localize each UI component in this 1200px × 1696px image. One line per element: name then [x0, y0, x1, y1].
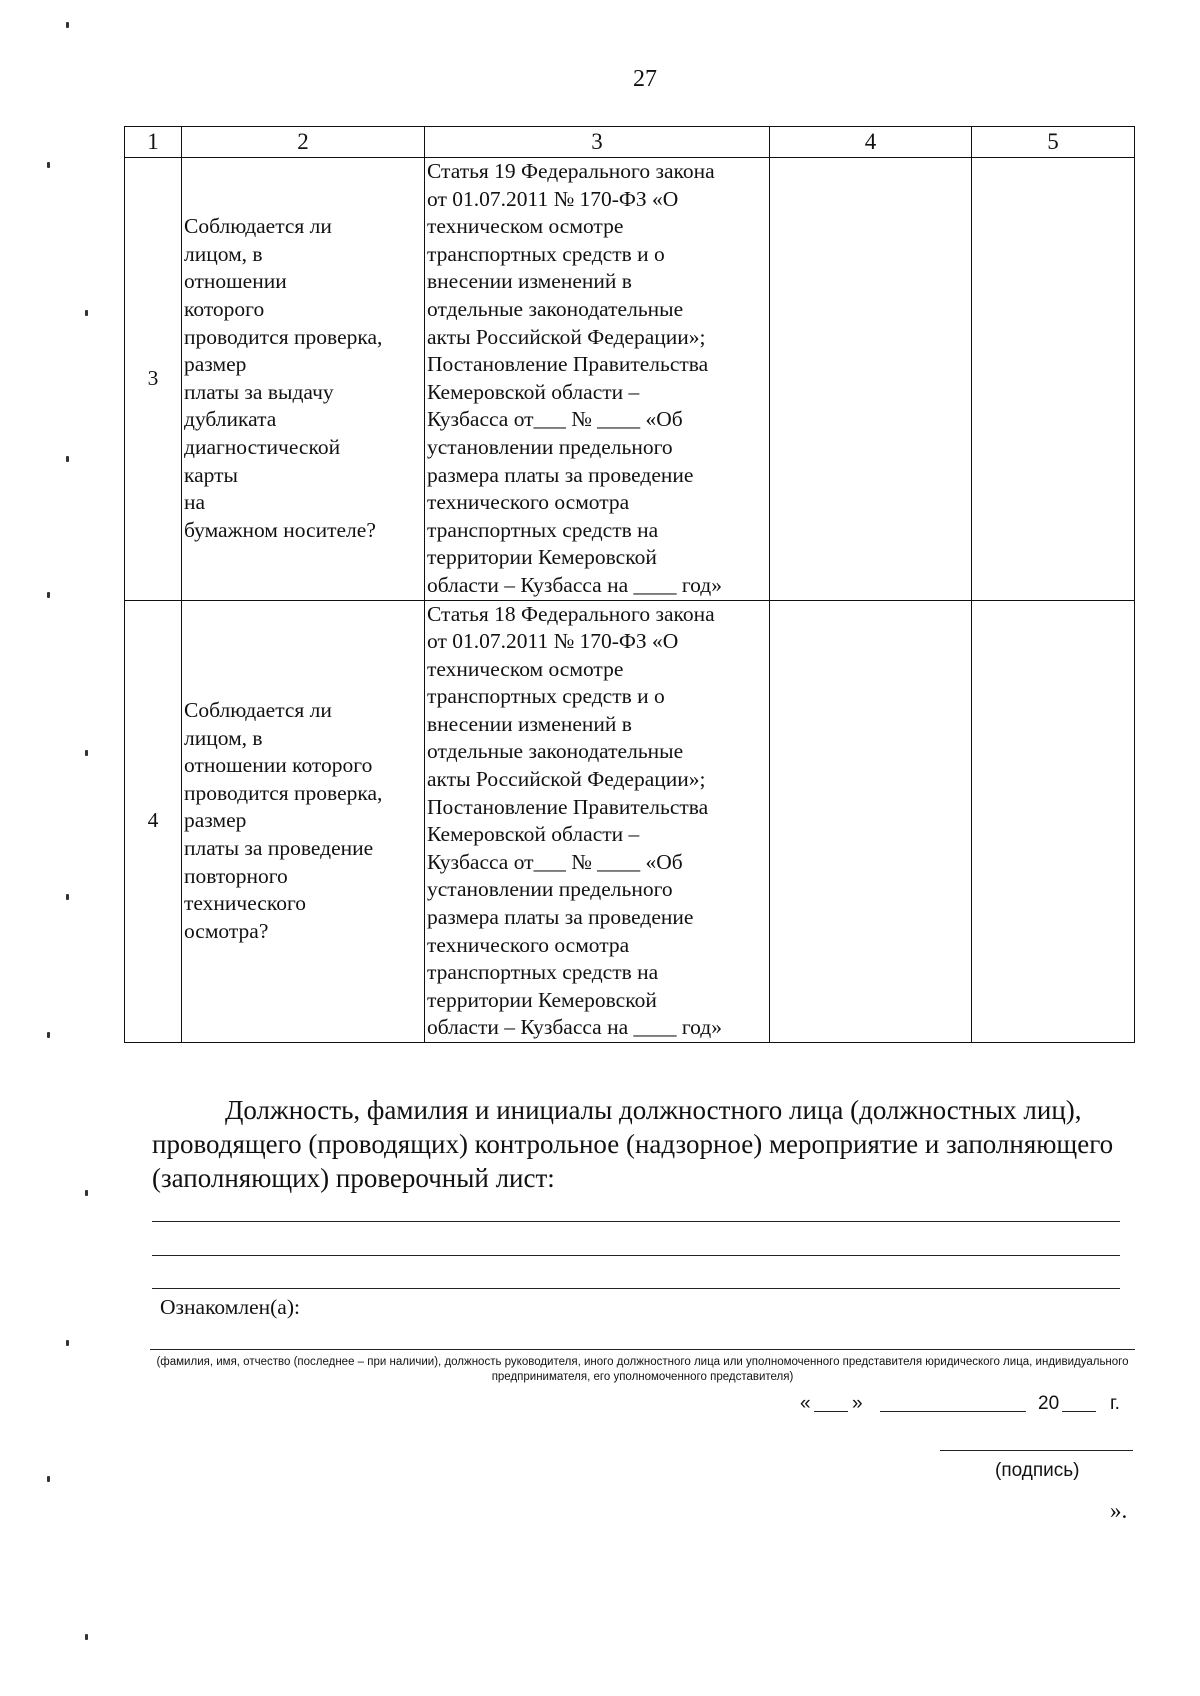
header-col-4: 4 — [770, 127, 972, 158]
header-col-5: 5 — [972, 127, 1135, 158]
closing-mark: ». — [1110, 1498, 1128, 1523]
year-suffix: г. — [1110, 1393, 1120, 1414]
acknowledged-label: Ознакомлен(а): — [160, 1295, 300, 1319]
official-line-2[interactable] — [152, 1255, 1120, 1256]
month-blank[interactable] — [880, 1393, 1026, 1412]
answer-cell[interactable] — [770, 600, 972, 1043]
answer-cell[interactable] — [770, 158, 972, 601]
question-cell: Соблюдается ли лицом, в отношении которого проводится проверка, размер платы за выдачу дубликата диагностической карты на бумажном носителе? — [182, 158, 425, 601]
year-blank[interactable] — [1062, 1393, 1096, 1412]
row-number: 4 — [125, 600, 182, 1043]
scan-speck — [66, 894, 69, 900]
signature-line[interactable] — [940, 1450, 1133, 1451]
scan-speck — [47, 1032, 50, 1038]
table-row — [125, 600, 1135, 1043]
day-blank[interactable] — [814, 1393, 848, 1412]
header-col-1: 1 — [125, 127, 182, 158]
notes-cell[interactable] — [972, 600, 1135, 1043]
header-col-2: 2 — [182, 127, 425, 158]
checklist-table — [124, 126, 1135, 1043]
table-row — [125, 158, 1135, 601]
date-close-quote: » — [852, 1393, 863, 1414]
signature-label: (подпись) — [995, 1460, 1080, 1481]
scan-speck — [66, 1340, 69, 1346]
scan-speck — [85, 1634, 88, 1640]
scan-speck — [47, 162, 50, 168]
scan-speck — [66, 456, 69, 462]
fio-note: (фамилия, имя, отчество (последнее – при наличии), должность руководителя, иного должностного лица или уполномоченного представителя юридического лица, индивидуального предпринимателя, его уполномоченного представителя) — [156, 1356, 1129, 1383]
scan-speck — [47, 1476, 50, 1482]
page-number: 27 — [633, 66, 657, 92]
acknowledged-line[interactable] — [150, 1349, 1135, 1350]
scan-speck — [47, 592, 50, 598]
scan-speck — [85, 750, 88, 756]
officials-paragraph: Должность, фамилия и инициалы должностного лица (должностных лиц), проводящего (проводящих) контрольное (надзорное) мероприятие и заполняющего (заполняющих) проверочный лист: — [152, 1095, 1114, 1193]
official-line-1[interactable] — [152, 1221, 1120, 1222]
scan-speck — [66, 22, 69, 28]
legal-basis-cell: Статья 18 Федерального закона от 01.07.2011 № 170-ФЗ «О техническом осмотре транспортных средств и о внесении изменений в отдельные законодательные акты Российской Федерации»; Постановление Правительства Кемеровской области – Кузбасса от___ № ____ «Об установлении предельного размера платы за проведение технического осмотра транспортных средств на территории Кемеровской области – Кузбасса на ____ год» — [425, 600, 770, 1043]
date-open-quote: « — [800, 1393, 811, 1414]
scan-speck — [85, 310, 88, 316]
question-cell: Соблюдается ли лицом, в отношении которого проводится проверка, размер платы за проведение повторного технического осмотра? — [182, 600, 425, 1043]
official-line-3[interactable] — [152, 1288, 1120, 1289]
row-number: 3 — [125, 158, 182, 601]
notes-cell[interactable] — [972, 158, 1135, 601]
header-row — [125, 127, 1135, 158]
scan-speck — [85, 1190, 88, 1196]
header-col-3: 3 — [425, 127, 770, 158]
legal-basis-cell: Статья 19 Федерального закона от 01.07.2011 № 170-ФЗ «О техническом осмотре транспортных средств и о внесении изменений в отдельные законодательные акты Российской Федерации»; Постановление Правительства Кемеровской области – Кузбасса от___ № ____ «Об установлении предельного размера платы за проведение технического осмотра транспортных средств на территории Кемеровской области – Кузбасса на ____ год» — [425, 158, 770, 601]
year-prefix: 20 — [1038, 1393, 1060, 1414]
